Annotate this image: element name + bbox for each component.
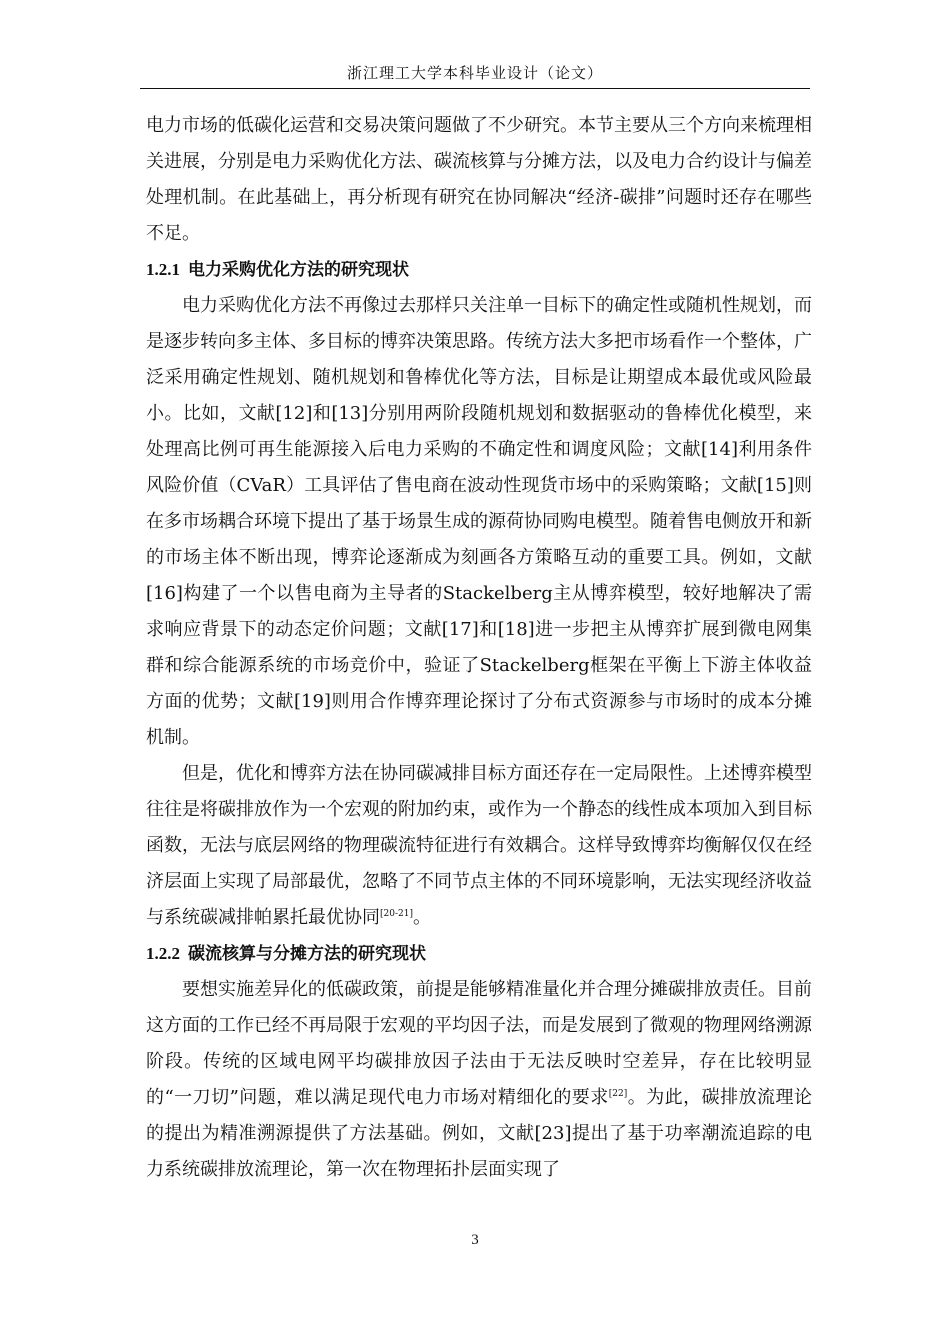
paragraph-text-end: 。 <box>412 907 431 928</box>
header-rule <box>140 88 810 89</box>
section-title: 电力采购优化方法的研究现状 <box>188 260 409 280</box>
citation: [22] <box>608 1089 628 1099</box>
running-header: 浙江理工大学本科毕业设计（论文） <box>346 64 603 82</box>
paragraph-text: 但是，优化和博弈方法在协同碳减排目标方面还存在一定局限性。上述博弈模型往往是将碳排放作为一个宏观的附加约束，或作为一个静态的线性成本项加入到目标函数，无法与底层网络的物理碳流特征进行有效耦合。这样导致博弈均衡解仅仅在经济层面上实现了局部最优，忽略了不同节点主体的不同环境影响，无法实现经济收益与系统碳减排帕累托最优协同 <box>146 763 812 928</box>
section-heading-1-2-1 <box>146 252 812 288</box>
page-body <box>146 108 812 1188</box>
section-number: 1.2.2 <box>146 944 180 963</box>
section-number: 1.2.1 <box>146 260 180 279</box>
paragraph-intro: 电力市场的低碳化运营和交易决策问题做了不少研究。本节主要从三个方向来梳理相关进展，分别是电力采购优化方法、碳流核算与分摊方法，以及电力合约设计与偏差处理机制。在此基础上，再分析现有研究在协同解决“经济-碳排”问题时还存在哪些不足。 <box>146 115 812 244</box>
paragraph-procurement-methods: 电力采购优化方法不再像过去那样只关注单一目标下的确定性或随机性规划，而是逐步转向多主体、多目标的博弈决策思路。传统方法大多把市场看作一个整体，广泛采用确定性规划、随机规划和鲁棒优化等方法，目标是让期望成本最优或风险最小。比如，文献[12]和[13]分别用两阶段随机规划和数据驱动的鲁棒优化模型，来处理高比例可再生能源接入后电力采购的不确定性和调度风险；文献[14]利用条件风险价值（CVaR）工具评估了售电商在波动性现货市场中的采购策略；文献[15]则在多市场耦合环境下提出了基于场景生成的源荷协同购电模型。随着售电侧放开和新的市场主体不断出现，博弈论逐渐成为刻画各方策略互动的重要工具。例如，文献[16]构建了一个以售电商为主导者的Stackelberg主从博弈模型，较好地解决了需求响应背景下的动态定价问题；文献[17]和[18]进一步把主从博弈扩展到微电网集群和综合能源系统的市场竞价中，验证了Stackelberg框架在平衡上下游主体收益方面的优势；文献[19]则用合作博弈理论探讨了分布式资源参与市场时的成本分摊机制。 <box>146 295 812 748</box>
paragraph-text-end: 。为此，碳排放流理论的提出为精准溯源提供了方法基础。例如，文献[23]提出了基于功率潮流追踪的电力系统碳排放流理论，第一次在物理拓扑层面实现了 <box>146 1087 813 1180</box>
section-heading-1-2-2 <box>146 936 812 972</box>
page-number: 3 <box>471 1232 479 1248</box>
citation: [20-21] <box>380 909 413 919</box>
section-title: 碳流核算与分摊方法的研究现状 <box>188 944 426 964</box>
paragraph-text: 要想实施差异化的低碳政策，前提是能够精准量化并合理分摊碳排放责任。目前这方面的工作已经不再局限于宏观的平均因子法，而是发展到了微观的物理网络溯源阶段。传统的区域电网平均碳排放因子法由于无法反映时空差异，存在比较明显的“一刀切”问题，难以满足现代电力市场对精细化的要求 <box>146 979 812 1108</box>
paragraph-carbon-flow <box>146 972 812 1188</box>
paragraph-limitations <box>146 756 812 936</box>
